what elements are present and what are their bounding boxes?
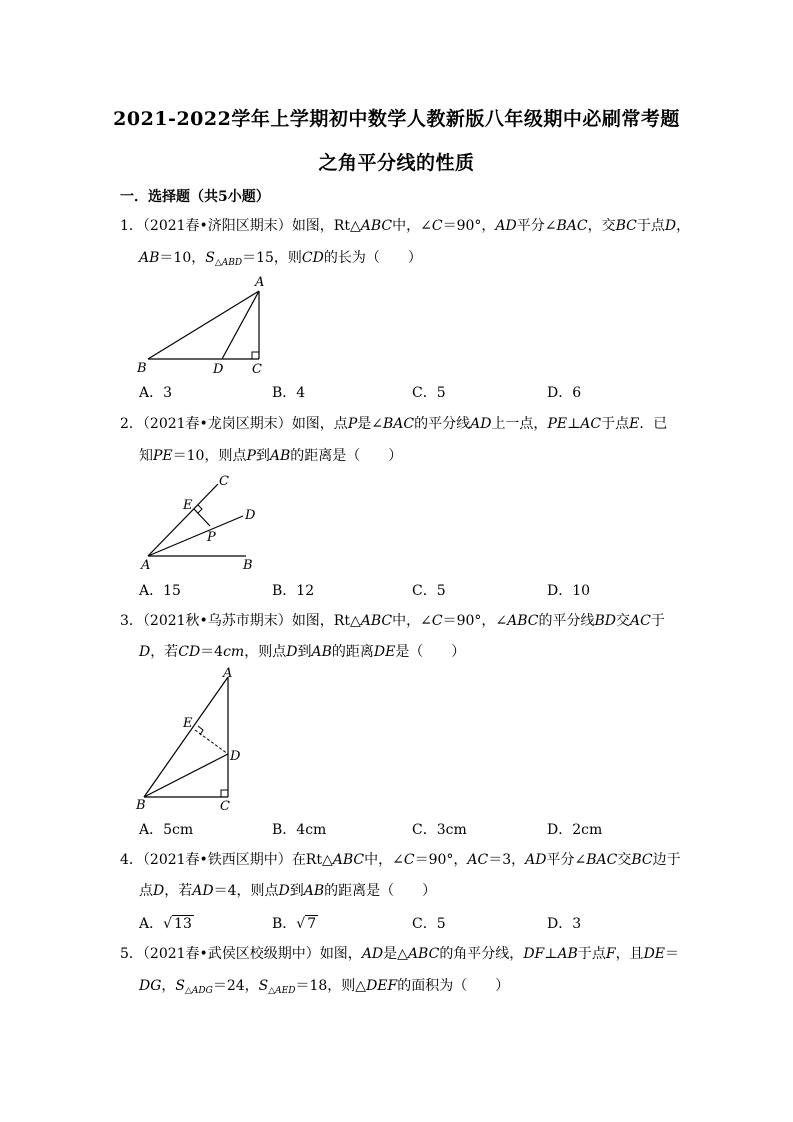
option-c[interactable]: C．5 — [412, 385, 446, 401]
option-b[interactable]: B．4cm — [272, 822, 327, 838]
label-A: A — [255, 275, 265, 290]
question-source: （2021秋•乌苏市期末） — [142, 613, 292, 629]
label-A: A — [223, 666, 233, 681]
question-4-line2: 点D，若AD＝4，则点D到AB的距离是（ ） — [139, 883, 437, 899]
label-C: C — [219, 474, 229, 489]
question-number: 1． — [120, 218, 143, 234]
figure-q3-triangle — [134, 668, 254, 818]
question-number: 2． — [120, 416, 143, 432]
question-4-options — [139, 913, 699, 933]
question-source: （2021春•武侯区校级期中） — [142, 946, 320, 962]
label-D: D — [230, 749, 241, 764]
question-number: 3． — [120, 613, 143, 629]
label-D: D — [213, 362, 224, 377]
option-b[interactable]: B．4 — [272, 385, 306, 401]
option-a[interactable]: A．15 — [139, 583, 181, 599]
label-P: P — [207, 530, 216, 545]
question-2-line1: 2．（2021春•龙岗区期末）如图，点P是∠BAC的平分线AD上一点，PE⊥AC于点E．已 — [120, 416, 668, 432]
option-a[interactable]: A．3 — [139, 385, 173, 401]
option-d[interactable]: D．3 — [547, 916, 582, 932]
question-3-line1: 3．（2021秋•乌苏市期末）如图，Rt△ABC中，∠C＝90°，∠ABC的平分线BD交AC于 — [120, 613, 665, 629]
option-a[interactable]: A．√ 13 — [139, 916, 192, 932]
label-B: B — [136, 798, 146, 813]
question-5-line1: 5．（2021春•武侯区校级期中）如图，AD是△ABC的角平分线，DF⊥AB于点F，且DE＝ — [120, 946, 680, 962]
page-title-line2: 之角平分线的性质 — [318, 152, 475, 174]
question-3-options — [139, 819, 699, 839]
option-c[interactable]: C．5 — [412, 916, 446, 932]
label-B: B — [137, 361, 147, 376]
option-d[interactable]: D．10 — [547, 583, 591, 599]
option-c[interactable]: C．3cm — [412, 822, 467, 838]
question-source: （2021春•龙岗区期末） — [142, 416, 292, 432]
option-d[interactable]: D．6 — [547, 385, 582, 401]
question-number: 5． — [120, 946, 143, 962]
option-a[interactable]: A．5cm — [139, 822, 194, 838]
option-c[interactable]: C．5 — [412, 583, 446, 599]
question-5-line2: DG，$S_{\triangle ADG}=24$，$S_{\triangle AED}=18$，则△DEF的面积为（ ） — [139, 978, 510, 996]
sqrt-13: √ 13 — [163, 916, 192, 932]
question-3-line2: D，若CD＝4cm，则点D到AB的距离DE是（ ） — [139, 644, 466, 660]
option-b[interactable]: B．12 — [272, 583, 315, 599]
label-C: C — [252, 362, 262, 377]
question-number: 4． — [120, 852, 143, 868]
question-2-line2: 知PE＝10，则点P到AB的距离是（ ） — [139, 448, 403, 464]
section-heading: 一．选择题（共5小题） — [120, 189, 270, 205]
label-E: E — [183, 716, 193, 731]
question-source: （2021春•铁西区期中） — [142, 852, 292, 868]
question-4-line1: 4．（2021春•铁西区期中）在Rt△ABC中，∠C＝90°，AC＝3，AD平分∠BAC交BC边于 — [120, 852, 681, 868]
label-B: B — [243, 558, 253, 573]
question-1-options — [139, 382, 699, 402]
question-1-line2: AB＝10，$S_{\triangle ABD}=15$，则CD的长为（ ） — [139, 250, 422, 268]
label-C: C — [220, 799, 230, 814]
sqrt-7: √ 7 — [296, 916, 317, 932]
question-2-options — [139, 580, 699, 600]
option-b[interactable]: B．√ 7 — [272, 916, 317, 932]
page-title-line1: 2021-2022学年上学期初中数学人教新版八年级期中必刷常考题 — [113, 108, 680, 130]
label-A: A — [141, 558, 151, 573]
label-D: D — [245, 508, 256, 523]
label-E: E — [183, 498, 193, 513]
question-1-line1: 1．（2021春•济阳区期末）如图，Rt△ABC中，∠C＝90°，AD平分∠BAC，交BC于点D， — [120, 218, 691, 234]
question-source: （2021春•济阳区期末） — [142, 218, 292, 234]
figure-q2-angle — [136, 470, 276, 580]
figure-q1-triangle — [136, 274, 276, 384]
option-d[interactable]: D．2cm — [547, 822, 603, 838]
